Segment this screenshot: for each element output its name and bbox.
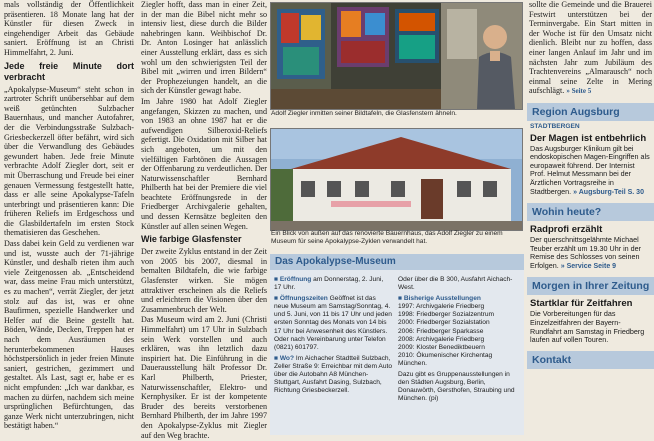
article-column-1	[4, 0, 134, 432]
farmhouse-photo	[270, 128, 523, 231]
article-paragraph: Das Museum wird am 2. Juni (Christi Himmelfahrt) um 17 Uhr in Sulzbach sein Werk vorstellen und auch erklären, was ihn letztlich dazu inspiriert hat. Die Einführung in die Dauerausstellung hält Professor Dr. Karl Philberth, Priester, Naturwissenschaftler, Elektro- und Kernphysiker. Er ist der kompetente Bruder des bereits verstorbenen Bernhard Philberth, der im Jahre 1997 den Apokalypse-Zyklus mit Ziegler auf den Weg brachte.	[141, 315, 267, 440]
exhibition-item: 1998: Friedberger Sozialzentrum	[398, 311, 495, 319]
story-text: Das Augsburger Klinikum gilt bei endoskopischen Magen-Eingriffen als europaweit führend. Der Internist Prof. Helmut Messmann bei der Ärztlichen Vortragsreihe in Stadtbergen.	[530, 143, 650, 196]
sidebar-story	[527, 221, 654, 273]
info-hours	[274, 295, 392, 352]
sidebar-story	[527, 295, 654, 346]
info-text: Geöffnet ist das neue Museum am Samstag/Sonntag, 4. und 5. Juni, von 11 bis 17 Uhr und jeden ersten Sonntag des Monats von 14 bis 17 Uhr bei Anwesenheit des Künstlers. Oder nach Vereinbarung unter Telefon (0821) 601797.	[274, 295, 392, 351]
info-exhibitions	[398, 295, 520, 303]
exhibition-item: 2010: Ökumenischer Kirchentag München.	[398, 351, 493, 367]
story-title: Der Magen ist entbehrlich	[530, 132, 647, 144]
section-header-tomorrow: Morgen in Ihrer Zeitung	[527, 277, 654, 295]
sidebar-text: sollte die Gemeinde und die Brauerei Festwirt unterstützen bei der Terminvergabe. Ein Start mitten in der Woche ist für den Umsatz nicht dienlich. Bleibt nur zu hoffen, dass einer langen Anlauf im Jahr und im nächsten Jahr zum Jubiläum des Trachtenvereins „Almarausch“ noch einmal seine Zelte in Mering aufschlägt.	[529, 0, 652, 96]
artist-photo	[270, 2, 523, 110]
exhibition-item: 2008: Archivgalerie Friedberg	[398, 335, 485, 343]
page-reference-link[interactable]: » Augsburg-Teil S. 30	[573, 188, 644, 196]
info-where	[274, 355, 392, 395]
info-tours: Dazu gibt es Gruppenausstellungen in den Städten Augsburg, Berlin, Donauwörth, Gersthofen, Straubing und München. (pi)	[398, 371, 515, 403]
info-text: Im Aichacher Stadtteil Sulzbach, Zeller Straße 9: Erreichbar mit dem Auto über die Autobahn A8 München-Stuttgart, Ausfahrt Dasing, Sulzbach, Richtung Griesbeckerzell.	[274, 354, 392, 395]
info-label: Eröffnung	[279, 276, 312, 283]
article-paragraph: Ziegler hofft, dass man in einer Zeit, in der man die Bibel nicht mehr so intensiv liest, diese durch die Bilder nahebringen kann. Weihbischof Dr. Dr. Anton Losinger hat anlässlich einer Ausstellung erklärt, dass es sich wohl um den schwierigsten Teil der Bibel mit „wirren und irren Bildern“ der Prophezeiungen handelt, an die sich der Künstler gewagt habe.	[141, 0, 267, 96]
farmhouse-photo-graphic	[271, 129, 522, 230]
article-paragraph: Im Jahre 1980 hat Adolf Ziegler angefangen, Skizzen zu machen, und von 1983 an ohne 1987 hat er die aufwendigen Silberoxid-Reliefs gefertigt. Die Oxidation mit Silber hat sich angeboten, um mit den vielfältigen Farbtönen die Aussagen der Offenbarung zu verdeutlichen. Der Naturwissenschaftler Bernhard Philberth hat bei der Premiere die viel beachtete Eröffnungsrede in der Friedberger Archivgalerie gehalten, und dessen Kernsätze begleiten den Künstler auf allen seinen Wegen.	[141, 96, 267, 231]
section-header-today: Wohin heute?	[527, 203, 654, 221]
exhibition-item: 2009: Kloster Benediktbeuern	[398, 343, 485, 351]
info-text: am Donnerstag, 2. Juni, 17 Uhr.	[274, 276, 384, 292]
exhibition-item: 2006: Friedberger Sparkasse	[398, 327, 484, 335]
info-label: Öffnungszeiten	[279, 295, 328, 303]
article-paragraph: „Apokalypse-Museum“ steht schon in zartroter Schrift unübersehbar auf dem weiß getünchten Sulzbacher Bauernhaus, und mancher Autofahrer, der die Verbindungsstraße Sulzbach-Griesbeckerzell öfter befährt, wird sich über die Verwandlung des Gebäudes gewundert haben. Jede freie Minute verbrachte Adolf Ziegler dort, seit er mit Überraschung und Freude bei einer genauen Vermessung festgestellt hatte, dass er alle seine Apokalypse-Tafeln unterbringt und präsentieren kann: Die früheren Reliefs im Erdgeschoss und die Glasbildertafeln im ersten Stock thematisieren das Geschehen.	[4, 84, 134, 238]
exhibition-item: 2000: Friedberger Sozialstation	[398, 319, 490, 327]
story-text: Die Vorbereitungen für das Einzelzeitfahren der Bayern-Rundfahrt am Samstag in Friedberg laufen auf vollen Touren.	[530, 309, 645, 345]
info-box-column-2	[398, 276, 520, 403]
story-kicker: STADTBERGEN	[530, 122, 580, 130]
story-text: Der querschnittsgelähmte Michael Teuber erzählt um 19.30 Uhr in der Remise des Schlosses von seinen Erfolgen.	[530, 235, 642, 270]
info-box-title: Das Apokalypse-Museum	[270, 254, 524, 270]
bullet-icon: ■	[274, 354, 280, 362]
bullet-icon: ■	[398, 295, 404, 303]
page-reference-link[interactable]: » Service Seite 9	[560, 262, 617, 270]
exhibition-item: 1997: Archivgalerie Friedberg	[398, 303, 485, 311]
info-box	[270, 254, 524, 435]
page-reference-link[interactable]: » Seite 5	[566, 87, 592, 96]
info-label: Bisherige Ausstellungen	[403, 295, 481, 303]
article-subheading: Wie farbige Glasfenster	[141, 234, 242, 245]
photo-caption: Adolf Ziegler inmitten seiner Bildtafeln, die Glasfenstern ähneln.	[271, 110, 457, 117]
sidebar-story	[527, 121, 654, 199]
article-paragraph: mals vollständig der Öffentlichkeit präsentieren. 18 Monate lang hat der Künstler für diesen Zweck in eingehendiger Arbeit das Gebäude saniert. Eröffnung ist an Christi Himmelfahrt, 2. Juni.	[4, 0, 134, 57]
info-route: Oder über die B 300, Ausfahrt Aichach-West.	[398, 276, 513, 292]
article-subheading: Jede freie Minute dort verbracht	[4, 60, 134, 82]
bullet-icon: ■	[274, 295, 280, 303]
bullet-icon: ■	[274, 276, 280, 283]
article-column-2	[141, 0, 267, 441]
artist-photo-graphic	[271, 3, 522, 109]
info-label: Wo?	[279, 354, 294, 362]
story-title: Startklar für Zeitfahren	[530, 298, 633, 310]
section-header-contact: Kontakt	[527, 351, 654, 369]
right-sidebar	[527, 0, 654, 437]
article-paragraph: Der zweite Zyklus entstand in der Zeit von 2005 bis 2007, diesmal in bemalten Bildtafeln, die wie farbige Glasfenster wirken. Sie mögen attraktiver erscheinen als die Reliefs und erleichtern die Visionen über den Zusammenbruch der Welt.	[141, 247, 267, 314]
sidebar-top-story	[527, 0, 654, 97]
photo-caption: Ein Blick von außen auf das renovierte Bauernhaus, das Adolf Ziegler zu einem Museum für seine Apokalypse-Zyklen verwandelt hat.	[271, 230, 503, 245]
info-box-column-1	[274, 276, 392, 398]
info-opening	[274, 276, 392, 292]
section-header-region: Region Augsburg	[527, 103, 654, 121]
article-paragraph: Dass dabei kein Geld zu verdienen war und ist, wusste auch der 71-jährige Künstler, und deshalb rieten ihm auch viele Zeitgenossen ab. „Entscheidend war, dass meine Frau mich unterstützt, es zu machen“, verrät Ziegler, der jetzt stolz auf das ist, was er ohne Baufirmen, spezielle Handwerker und Helfer auf die Beine gestellt hat. Böden, Wände, Decken, Treppen hat er nach dem Ausräumen des herunterbekommenen Hauses höchstpersönlich in jeder freien Minute saniert, gestrichen, gezimmert und gestaltet. Als Last, sagt er, habe er es nicht empfunden: „Ich war dankbar, es machen zu dürfen, nachdem sich meine ursprünglichen Befürchtungen, das ganze Werk nicht unterzubringen, nicht bestätigt haben.“	[4, 239, 134, 431]
story-title: Radprofi erzählt	[530, 224, 603, 236]
